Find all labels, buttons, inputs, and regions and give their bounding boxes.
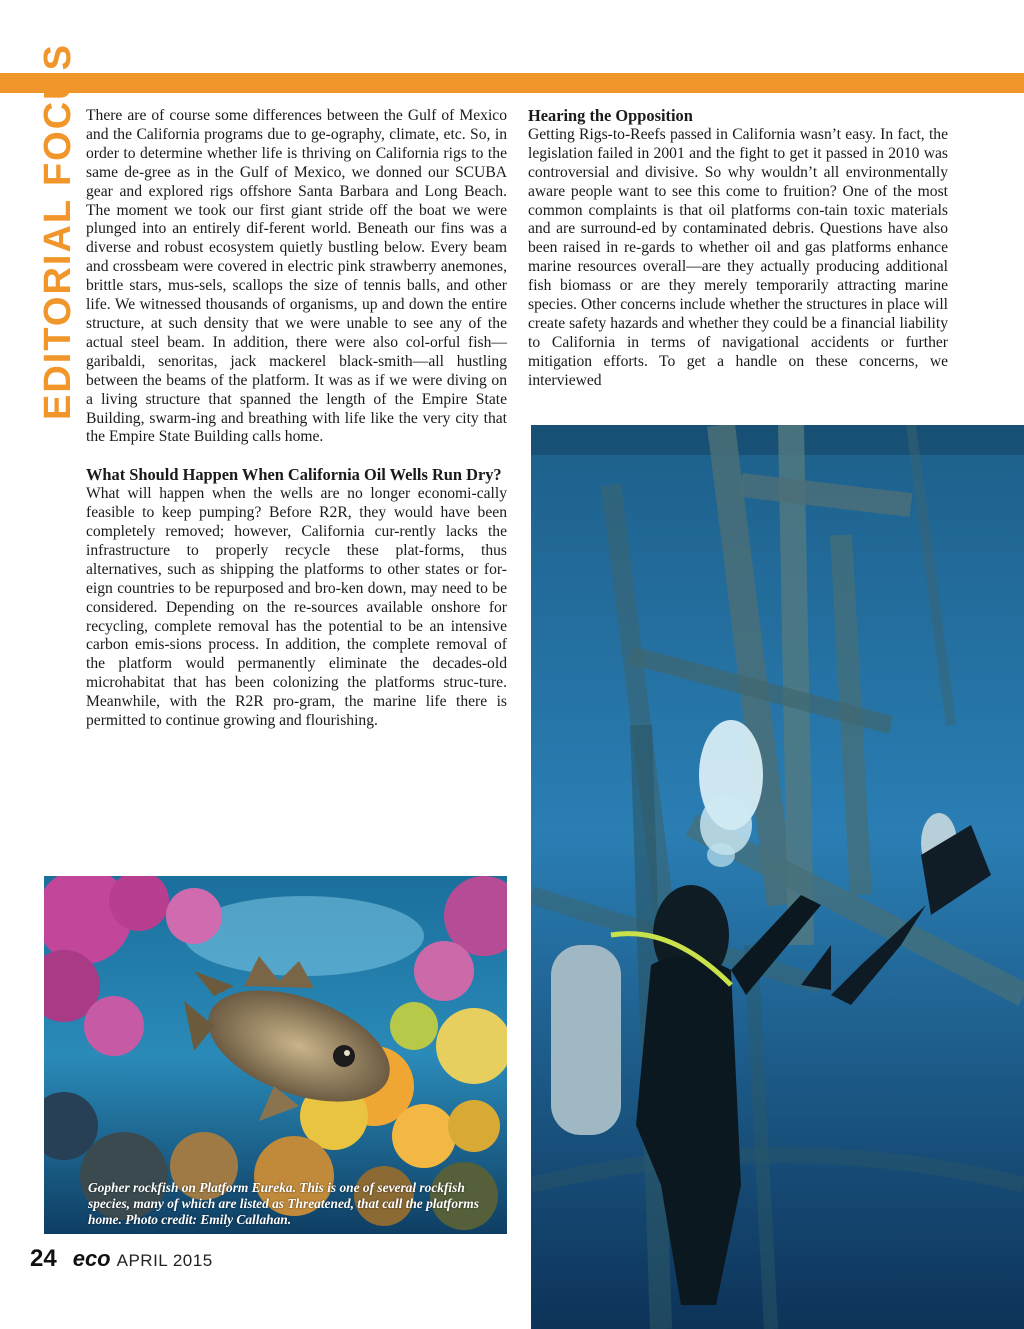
page-footer <box>30 1245 213 1275</box>
left-column <box>86 107 507 731</box>
right-column <box>528 107 948 391</box>
magazine-name: eco <box>72 1246 111 1271</box>
page-number: 24 <box>30 1245 57 1272</box>
section-tab <box>0 73 38 93</box>
section-heading: What Should Happen When California Oil Wells Run Dry? <box>86 465 502 485</box>
section-label-text: EDITORIAL FOCUS <box>36 42 79 420</box>
body-paragraph: There are of course some differences between the Gulf of Mexico and the California programs due to ge-ography, climate, etc. So, in order to determine whether life is thriving on California rigs to the same de-gree as in the Gulf of Mexico, we donned our SCUBA gear and explored rigs offshore Santa Barbara and Long Beach. The moment we took our first giant stride off the boat we were plunged into an entirely dif-ferent world. Beneath our fins was a diverse and robust ecosystem quietly bustling below. Every beam and crossbeam were covered in electric pink strawberry anemones, brittle stars, mus-sels, scallops the size of tennis balls, and other life. We witnessed thousands of organisms, up and down the entire structure, at such density that we were unable to see any of the actual steel beam. In addition, there were also col-orful fish—garibaldi, senoritas, jack mackerel black-smith—all hustling between the beams of the platform. It was as if we were diving on a living structure that spanned the length of the Empire State Building, swarm-ing and breathing with life like the very city that the Empire State Building calls home. <box>86 107 507 446</box>
issue-date: APRIL 2015 <box>116 1251 213 1270</box>
body-paragraph: What will happen when the wells are no longer economi-cally feasible to keep pumping? Before R2R, they would have been completely removed; however, California cur-rently lacks the infrastructure to properly recycle these plat-forms, thus alternatives, such as shipping the platforms to other states or for-eign countries to be repurposed and bro-ken down, may need to be considered. Depending on the re-sources available onshore for recycling, complete removal has the potential to be an intensive carbon emis-sions process. In addition, the complete removal of the platform would permanently eliminate the decades-old microhabitat that has been colonizing the platforms struc-ture. Meanwhile, with the R2R pro-gram, the marine life there is permitted to continue growing and flourishing. <box>86 485 507 730</box>
diver-photo <box>531 425 1024 1329</box>
photo-caption: Gopher rockfish on Platform Eureka. This is one of several rockfish species, many of which are listed as Threatened, that call the platforms home. Photo credit: Emily Callahan. <box>88 1180 479 1227</box>
section-heading: Hearing the Opposition <box>528 106 693 125</box>
body-paragraph: Getting Rigs-to-Reefs passed in California wasn’t easy. In fact, the legislation failed in 2001 and the fight to get it passed in 2010 was controversial and divisive. So why wouldn’t all environmentally aware people want to see this come to fruition? One of the most common complaints is that oil platforms con-tain toxic materials and are surround-ed by contaminated debris. Questions have also been raised in re-gards to whether oil and gas platforms enhance marine resources overall—are they actually producing additional fish biomass or are they merely temporarily attracting marine species. Other concerns include whether the structures in place will create safety hazards and whether they could be a financial liability to California in terms of navigational accidents or further mitigation efforts. To get a handle on these concerns, we interviewed <box>528 125 949 389</box>
header-accent-bar <box>0 73 1024 93</box>
section-label <box>35 34 81 428</box>
